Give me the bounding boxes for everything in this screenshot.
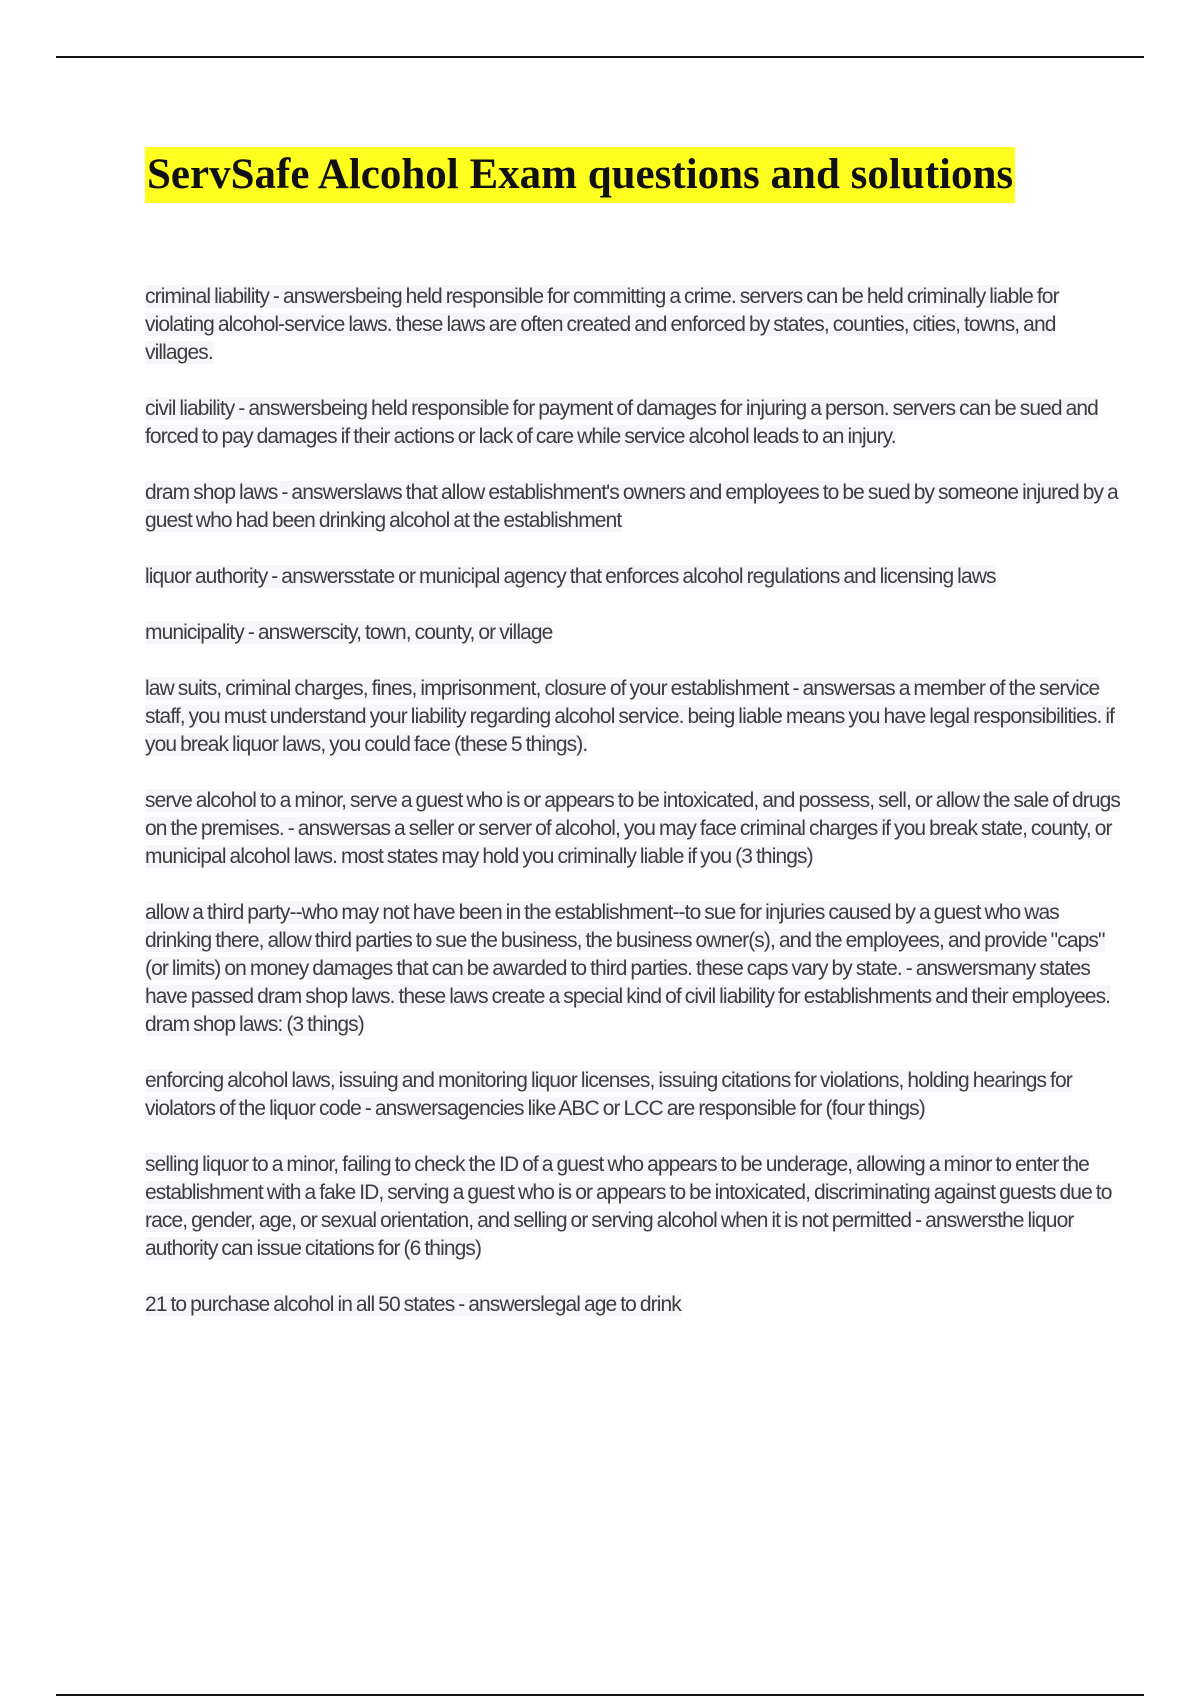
qa-entry xyxy=(145,1291,1125,1319)
qa-entry-text: liquor authority - answersstate or municipal agency that enforces alcohol regulations and licensing laws xyxy=(145,565,996,588)
qa-entry-text: selling liquor to a minor, failing to check the ID of a guest who appears to be underage, allowing a minor to enter the establishment with a fake ID, serving a guest who is or appears to be intoxicated, discriminating against guests due to race, gender, age, or sexual orientation, and selling or serving alcohol when it is not permitted - answersthe liquor authority can issue citations for (6 things) xyxy=(145,1153,1112,1260)
qa-entry-text: criminal liability - answersbeing held responsible for committing a crime. servers can be held criminally liable for violating alcohol-service laws. these laws are often created and enforced by states, counties, cities, towns, and villages. xyxy=(145,285,1059,364)
qa-entry xyxy=(145,479,1125,535)
footer-rule xyxy=(56,1694,1144,1696)
qa-entry-text: municipality - answerscity, town, county, or village xyxy=(145,621,553,644)
qa-entry-text: serve alcohol to a minor, serve a guest who is or appears to be intoxicated, and possess, sell, or allow the sale of drugs on the premises. - answersas a seller or server of alcohol, you may face criminal charges if you break state, county, or municipal alcohol laws. most states may hold you criminally liable if you (3 things) xyxy=(145,789,1120,868)
qa-entry-text: enforcing alcohol laws, issuing and monitoring liquor licenses, issuing citations for violations, holding hearings for violators of the liquor code - answersagencies like ABC or LCC are responsible for (four things) xyxy=(145,1069,1072,1120)
qa-entry-text: civil liability - answersbeing held responsible for payment of damages for injuring a person. servers can be sued and forced to pay damages if their actions or lack of care while service alcohol leads to an injury. xyxy=(145,397,1098,448)
qa-entry xyxy=(145,1151,1125,1263)
qa-entry xyxy=(145,787,1125,871)
qa-entry xyxy=(145,675,1125,759)
qa-entry xyxy=(145,619,1125,647)
document-title: ServSafe Alcohol Exam questions and solutions xyxy=(145,147,1015,203)
qa-list xyxy=(145,283,1125,1347)
qa-entry-text: law suits, criminal charges, fines, imprisonment, closure of your establishment - answersas a member of the service staff, you must understand your liability regarding alcohol service. being liable means you have legal responsibilities. if you break liquor laws, you could face (these 5 things). xyxy=(145,677,1115,756)
qa-entry-text: allow a third party--who may not have been in the establishment--to sue for injuries caused by a guest who was drinking there, allow third parties to sue the business, the business owner(s), and the employees, and provide "caps" (or limits) on money damages that can be awarded to third parties. these caps vary by state. - answersmany states have passed dram shop laws. these laws create a special kind of civil liability for establishments and their employees. dram shop laws: (3 things) xyxy=(145,901,1111,1036)
qa-entry xyxy=(145,395,1125,451)
qa-entry xyxy=(145,899,1125,1039)
header-rule xyxy=(56,56,1144,58)
title-block xyxy=(145,147,1120,203)
qa-entry xyxy=(145,283,1125,367)
qa-entry xyxy=(145,1067,1125,1123)
qa-entry-text: 21 to purchase alcohol in all 50 states - answerslegal age to drink xyxy=(145,1293,681,1316)
qa-entry-text: dram shop laws - answerslaws that allow establishment's owners and employees to be sued by someone injured by a guest who had been drinking alcohol at the establishment xyxy=(145,481,1118,532)
qa-entry xyxy=(145,563,1125,591)
